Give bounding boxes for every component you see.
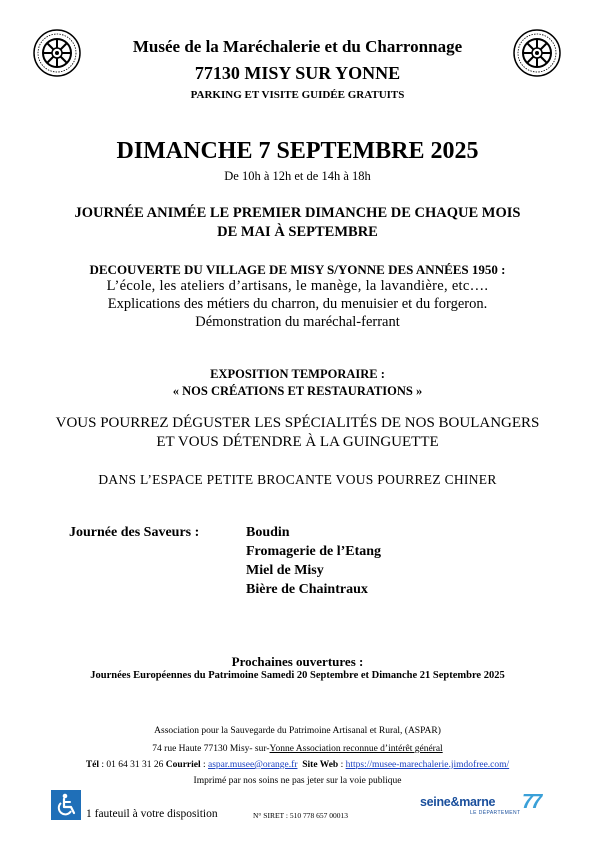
separator: : <box>338 760 346 770</box>
tel-label: Tél <box>85 760 100 770</box>
saveur-item: Bière de Chaintraux <box>246 582 368 597</box>
address-text: 74 rue Haute 77130 Misy- sur- <box>152 744 270 754</box>
museum-name: Musée de la Maréchalerie et du Charronnage <box>132 37 463 56</box>
footer-contact <box>0 760 595 770</box>
dept-logo-text: seine&marne <box>420 795 496 809</box>
tel-number: : 01 64 31 31 26 <box>99 760 166 770</box>
decouverte-line2: Explications des métiers du charron, du menuisier et du forgeron. <box>107 296 488 312</box>
exposition-subtitle: « NOS CRÉATIONS ET RESTAURATIONS » <box>172 384 423 398</box>
association-status: Yonne Association reconnue d’intérêt général <box>269 744 443 754</box>
separator: : <box>200 760 209 770</box>
dept-logo-number: 77 <box>522 791 541 813</box>
event-hours: De 10h à 12h et de 14h à 18h <box>224 169 371 183</box>
fauteuil-text: 1 fauteuil à votre disposition <box>86 808 218 820</box>
footer-address <box>0 744 595 754</box>
journee-line2: DE MAI À SEPTEMBRE <box>217 224 378 240</box>
site-label: Site Web <box>302 760 339 770</box>
parking-info: PARKING ET VISITE GUIDÉE GRATUITS <box>190 89 405 101</box>
footer-association: Association pour la Sauvegarde du Patrimoine Artisanal et Rural, (ASPAR) <box>154 726 441 736</box>
decouverte-title: DECOUVERTE DU VILLAGE DE MISY S/YONNE DES ANNÉES 1950 : <box>89 262 506 277</box>
prochaines-dates: Journées Européennes du Patrimoine Samedi 20 Septembre et Dimanche 21 Septembre 2025 <box>90 670 505 681</box>
event-date: DIMANCHE 7 SEPTEMBRE 2025 <box>116 138 479 164</box>
dept-logo-sub: LE DÉPARTEMENT <box>470 810 521 816</box>
journee-line1: JOURNÉE ANIMÉE LE PREMIER DIMANCHE DE CHAQUE MOIS <box>74 205 521 221</box>
saveur-item: Miel de Misy <box>246 563 324 578</box>
decouverte-line3: Démonstration du maréchal-ferrant <box>195 314 400 330</box>
email-link[interactable]: aspar.musee@orange.fr <box>208 760 298 770</box>
decouverte-line1: L’école, les ateliers d’artisans, le manège, la lavandière, etc…. <box>106 278 489 294</box>
siret-text: N° SIRET : 510 778 657 00013 <box>253 811 348 820</box>
courriel-label: Courriel <box>165 760 201 770</box>
exposition-title: EXPOSITION TEMPORAIRE : <box>210 367 385 381</box>
specialites-line2: ET VOUS DÉTENDRE À LA GUINGUETTE <box>156 434 439 450</box>
website-link[interactable]: https://musee-marechalerie.jimdofree.com/ <box>345 760 510 770</box>
saveurs-label: Journée des Saveurs : <box>69 525 200 540</box>
specialites-line1: VOUS POURREZ DÉGUSTER LES SPÉCIALITÉS DE NOS BOULANGERS <box>55 415 540 431</box>
seine-et-marne-logo <box>420 791 550 825</box>
saveur-item: Boudin <box>246 525 290 540</box>
saveur-item: Fromagerie de l’Etang <box>246 544 382 559</box>
prochaines-title: Prochaines ouvertures : <box>231 654 364 669</box>
footer-imprime: Imprimé par nos soins ne pas jeter sur la voie publique <box>193 776 402 786</box>
museum-city: 77130 MISY SUR YONNE <box>194 63 401 83</box>
wheelchair-icon <box>51 790 81 820</box>
brocante-text: DANS L’ESPACE PETITE BROCANTE VOUS POURREZ CHINER <box>98 472 497 487</box>
